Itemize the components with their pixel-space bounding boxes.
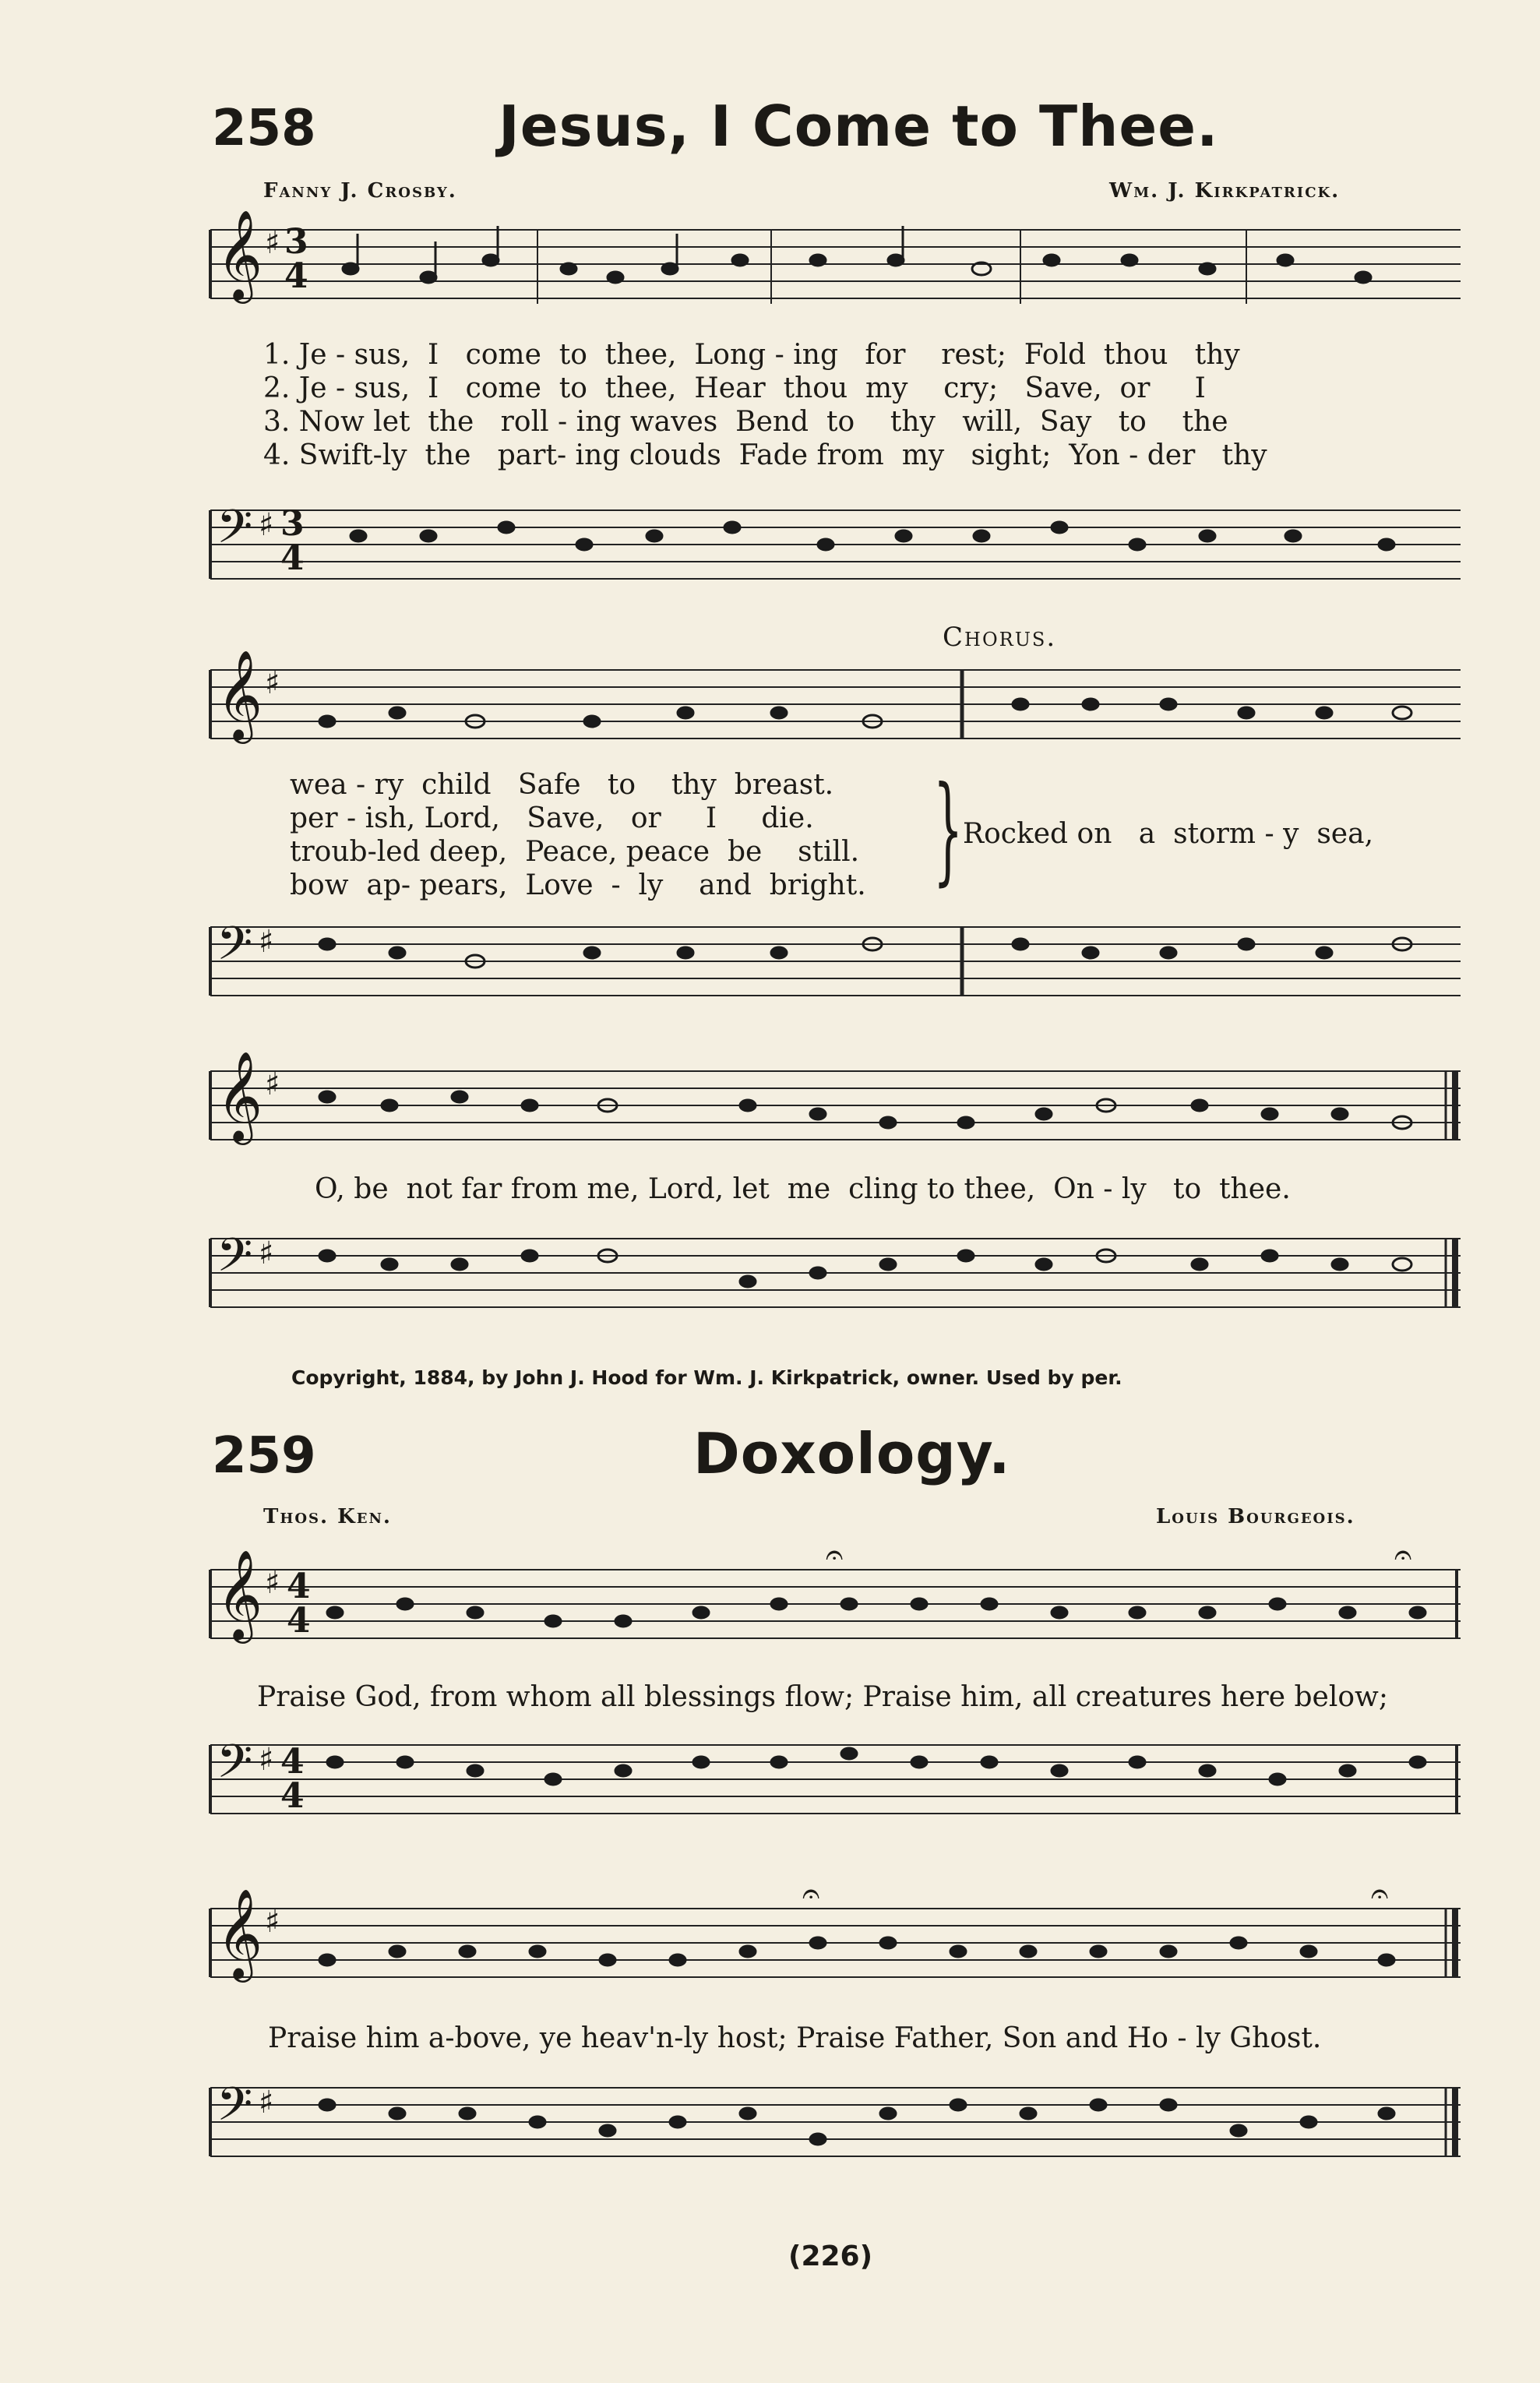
time-signature-icon: 4 4 bbox=[287, 1567, 311, 1641]
hymn-259-system-2-treble-staff bbox=[203, 1876, 1464, 2002]
verse-2-line-b: per - ish, Lord, Save, or I die. bbox=[290, 802, 814, 834]
verse-3-line-b: troub-led deep, Peace, peace be still. bbox=[290, 836, 860, 868]
hymn-258-system-3-treble-staff bbox=[203, 1048, 1464, 1165]
bass-clef-icon: 𝄢 bbox=[217, 499, 253, 565]
hymn-259-system-2-bass-staff bbox=[203, 2064, 1464, 2181]
treble-clef-icon: 𝄞 bbox=[217, 1050, 263, 1141]
key-signature-sharp-icon: ♯ bbox=[265, 1904, 280, 1940]
treble-clef-icon: 𝄞 bbox=[217, 209, 263, 300]
time-signature-icon: 3 4 bbox=[284, 222, 308, 296]
hymn-259-system-1-treble-staff bbox=[203, 1537, 1464, 1663]
page-number: (226) bbox=[788, 2240, 873, 2272]
hymn-258-system-1-notes bbox=[335, 226, 1457, 319]
hymn-259-composer: Louis Bourgeois. bbox=[1156, 1505, 1355, 1528]
hymn-258-system-2-bass-staff bbox=[203, 904, 1464, 1021]
verse-1-line-a: 1. Je - sus, I come to thee, Long - ing for rest; Fold thou thy bbox=[263, 339, 1240, 371]
chorus-label: Chorus. bbox=[943, 622, 1057, 653]
key-signature-sharp-icon: ♯ bbox=[259, 507, 274, 543]
fermata-icon: 𝄐 bbox=[1371, 1876, 1389, 1912]
hymn-258-title: Jesus, I Come to Thee. bbox=[499, 93, 1219, 159]
hymn-258-lyricist: Fanny J. Crosby. bbox=[263, 179, 457, 203]
bass-clef-icon: 𝄢 bbox=[217, 2077, 253, 2142]
key-signature-sharp-icon: ♯ bbox=[265, 1565, 280, 1601]
verse-3-line-a: 3. Now let the roll - ing waves Bend to thy will, Say to the bbox=[263, 406, 1228, 438]
verse-1-line-b: wea - ry child Safe to thy breast. bbox=[290, 769, 834, 801]
key-signature-sharp-icon: ♯ bbox=[259, 924, 274, 960]
key-signature-sharp-icon: ♯ bbox=[265, 225, 280, 261]
time-signature-icon: 4 4 bbox=[280, 1742, 305, 1816]
time-signature-icon: 3 4 bbox=[280, 504, 305, 578]
key-signature-sharp-icon: ♯ bbox=[259, 1236, 274, 1271]
doxology-line-2: Praise him a-bove, ye heav'n-ly host; Praise Father, Son and Ho - ly Ghost. bbox=[268, 2022, 1322, 2054]
copyright-notice: Copyright, 1884, by John J. Hood for Wm. J. Kirkpatrick, owner. Used by per. bbox=[291, 1366, 1122, 1389]
verse-4-line-a: 4. Swift-ly the part- ing clouds Fade from my sight; Yon - der thy bbox=[263, 439, 1267, 471]
verse-2-line-a: 2. Je - sus, I come to thee, Hear thou my cry; Save, or I bbox=[263, 372, 1206, 404]
verse-brace-icon: } bbox=[933, 762, 964, 897]
key-signature-sharp-icon: ♯ bbox=[259, 1742, 274, 1778]
fermata-icon: 𝄐 bbox=[826, 1537, 844, 1573]
key-signature-sharp-icon: ♯ bbox=[265, 1066, 280, 1102]
fermata-icon: 𝄐 bbox=[1394, 1537, 1412, 1573]
hymn-258-system-2-treble-staff bbox=[203, 647, 1464, 763]
treble-clef-icon: 𝄞 bbox=[217, 649, 263, 740]
treble-clef-icon: 𝄞 bbox=[217, 1888, 263, 1979]
bass-clef-icon: 𝄢 bbox=[217, 1228, 253, 1293]
key-signature-sharp-icon: ♯ bbox=[265, 665, 280, 701]
hymn-259-lyricist: Thos. Ken. bbox=[263, 1505, 392, 1528]
hymn-258-composer: Wm. J. Kirkpatrick. bbox=[1109, 179, 1341, 203]
bass-clef-icon: 𝄢 bbox=[217, 1734, 253, 1800]
hymn-259-title: Doxology. bbox=[693, 1421, 1011, 1486]
hymn-258-verses-part-1 bbox=[263, 338, 1267, 472]
hymn-259-system-1-bass-staff bbox=[203, 1722, 1464, 1838]
key-signature-sharp-icon: ♯ bbox=[259, 2085, 274, 2120]
hymn-259-number: 259 bbox=[212, 1427, 316, 1485]
chorus-line-2: O, be not far from me, Lord, let me cling to thee, On - ly to thee. bbox=[315, 1173, 1291, 1205]
verse-4-line-b: bow ap- pears, Love - ly and bright. bbox=[290, 869, 866, 901]
bass-clef-icon: 𝄢 bbox=[217, 916, 253, 982]
hymn-258-system-3-bass-staff bbox=[203, 1215, 1464, 1332]
chorus-line-1: Rocked on a storm - y sea, bbox=[963, 818, 1374, 850]
doxology-line-1: Praise God, from whom all blessings flow; Praise him, all creatures here below; bbox=[257, 1681, 1388, 1713]
hymn-258-verses-part-2 bbox=[290, 768, 866, 902]
treble-clef-icon: 𝄞 bbox=[217, 1549, 263, 1640]
hymn-258-number: 258 bbox=[212, 100, 316, 157]
fermata-icon: 𝄐 bbox=[802, 1876, 820, 1912]
hymn-258-system-1-bass-staff bbox=[203, 487, 1464, 596]
